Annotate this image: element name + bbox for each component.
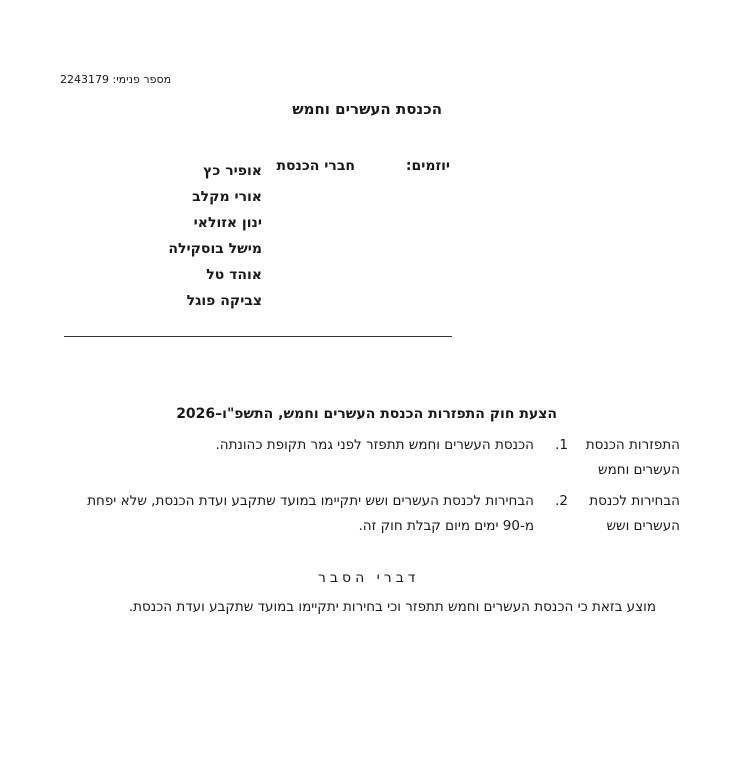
divider-line [64, 336, 452, 337]
initiators-label: יוזמים: [405, 158, 450, 174]
bill-section-2 [0, 489, 740, 541]
explanation-title: דברי הסבר [318, 570, 420, 586]
mk-label: חברי הכנסת [276, 158, 355, 174]
explanation-text: מוצע בזאת כי הכנסת העשרים וחמש תתפזר וכי בחירות יתקיימו במועד שתקבע ועדת הכנסת. [128, 599, 656, 615]
section-number: 2. [555, 493, 568, 509]
section-text: הבחירות לכנסת העשרים ושש יתקיימו במועד שתקבע ועדת הכנסת, שלא יפחת מ-90 ימים מיום קבלת חוק זה. [87, 493, 534, 534]
section-heading: התפזרות הכנסת העשרים וחמש [585, 437, 680, 478]
internal-number: מספר פנימי: 2243179 [60, 73, 172, 86]
member-name: אורי מקלב [192, 189, 262, 205]
member-name: צביקה פוגל [186, 293, 262, 309]
member-name: ינון אזולאי [193, 215, 262, 231]
section-number: 1. [555, 437, 568, 453]
member-name: אוהד טל [206, 267, 262, 283]
members-list [168, 158, 262, 314]
member-name: מישל בוסקילה [168, 241, 262, 257]
section-heading: הבחירות לכנסת העשרים ושש [589, 493, 680, 534]
bill-title: הצעת חוק התפזרות הכנסת העשרים וחמש, התשפ"ו–2026 [176, 406, 557, 422]
document-title: הכנסת העשרים וחמש [292, 100, 442, 118]
bill-section-1 [0, 433, 740, 485]
section-text: הכנסת העשרים וחמש תתפזר לפני גמר תקופת כהונתה. [215, 437, 534, 453]
member-name: אופיר כץ [203, 163, 262, 179]
